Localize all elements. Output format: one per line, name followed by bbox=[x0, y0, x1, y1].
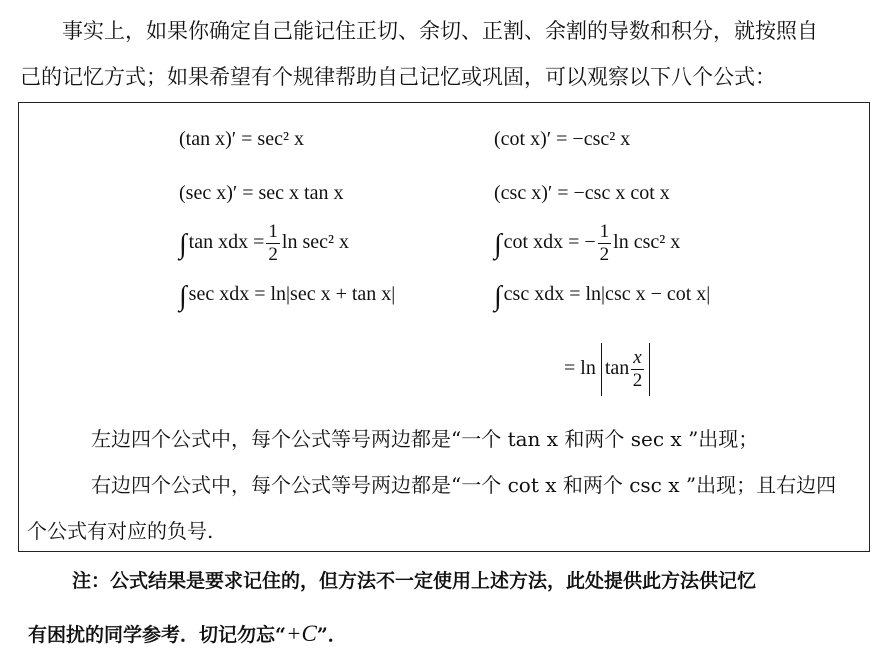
intro-line-1: 事实上，如果你确定自己能记住正切、余切、正割、余割的导数和积分，就按照自 bbox=[62, 19, 818, 43]
integral-sign-icon: ∫ bbox=[179, 229, 187, 261]
fraction: $\frac{1}{2}$ bbox=[599, 221, 610, 265]
fraction: $\frac{1}{2}$ bbox=[268, 221, 278, 265]
abs-bars: tan $\frac{x}{2}$ bbox=[601, 343, 650, 396]
left-note: 左边四个公式中，每个公式等号两边都是“一个 tan x 和两个 sec x ”出现； bbox=[91, 427, 759, 451]
integral-sign-icon: ∫ bbox=[494, 281, 502, 312]
formula-d-sec: (sec x)′ = sec x tan x bbox=[179, 182, 344, 204]
integral-sign-icon: ∫ bbox=[494, 229, 502, 261]
formula-d-csc: (csc x)′ = −csc x cot x bbox=[494, 182, 670, 204]
formula-int-csc: ∫ csc xdx = ln|csc x − cot x| bbox=[494, 281, 711, 312]
footer-note-line-2: 有困扰的同学参考．切记勿忘“+C”． bbox=[28, 621, 347, 646]
fraction: $\frac{x}{2}$ bbox=[632, 347, 643, 391]
footer-note-line-1: 注：公式结果是要求记住的，但方法不一定使用上述方法，此处提供此方法供记忆 bbox=[72, 570, 757, 592]
formula-box bbox=[18, 102, 870, 552]
right-note-line-2: 个公式有对应的负号. bbox=[27, 519, 214, 543]
formula-d-cot: (cot x)′ = −csc² x bbox=[494, 128, 631, 150]
formula-d-tan: (tan x)′ = sec² x bbox=[179, 128, 304, 150]
formula-int-sec: ∫ sec xdx = ln|sec x + tan x| bbox=[179, 281, 396, 312]
integral-sign-icon: ∫ bbox=[179, 281, 187, 312]
formula-int-csc-alt: = ln tan $\frac{x}{2}$ bbox=[564, 343, 650, 396]
plus-c-symbol: +C bbox=[285, 621, 317, 646]
intro-line-2: 己的记忆方式；如果希望有个规律帮助自己记忆或巩固，可以观察以下八个公式： bbox=[20, 65, 776, 89]
formula-int-tan: ∫ tan xdx = $\frac{1}{2}$ ln sec² x bbox=[179, 221, 349, 265]
formula-int-cot: ∫ cot xdx = − $\frac{1}{2}$ ln csc² x bbox=[494, 221, 681, 265]
intro-paragraph bbox=[20, 8, 870, 100]
right-note-line-1: 右边四个公式中，每个公式等号两边都是“一个 cot x 和两个 csc x ”出现；且右边四 bbox=[91, 473, 837, 497]
